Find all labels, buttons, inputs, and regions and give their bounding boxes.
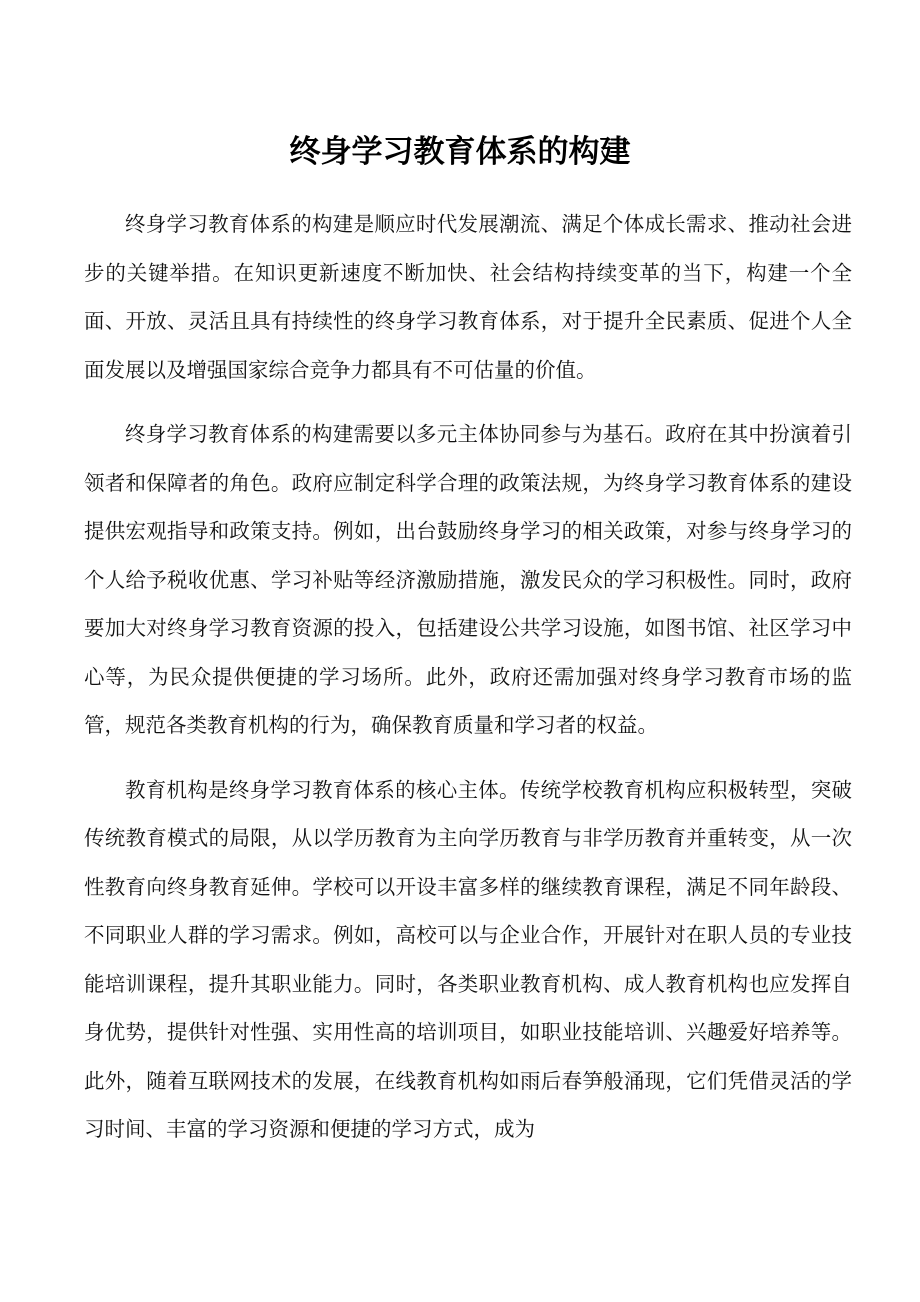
paragraph-2: 终身学习教育体系的构建需要以多元主体协同参与为基石。政府在其中扮演着引领者和保障者的角色。政府应制定科学合理的政策法规，为终身学习教育体系的建设提供宏观指导和政策支持。例如，出台鼓励终身学习的相关政策，对参与终身学习的个人给予税收优惠、学习补贴等经济激励措施，激发民众的学习积极性。同时，政府要加大对终身学习教育资源的投入，包括建设公共学习设施，如图书馆、社区学习中心等，为民众提供便捷的学习场所。此外，政府还需加强对终身学习教育市场的监管，规范各类教育机构的行为，确保教育质量和学习者的权益。: [84, 422, 852, 737]
paragraph-3: 教育机构是终身学习教育体系的核心主体。传统学校教育机构应积极转型，突破传统教育模式的局限，从以学历教育为主向学历教育与非学历教育并重转变，从一次性教育向终身教育延伸。学校可以开设丰富多样的继续教育课程，满足不同年龄段、不同职业人群的学习需求。例如，高校可以与企业合作，开展针对在职人员的专业技能培训课程，提升其职业能力。同时，各类职业教育机构、成人教育机构也应发挥自身优势，提供针对性强、实用性高的培训项目，如职业技能培训、兴趣爱好培养等。此外，随着互联网技术的发展，在线教育机构如雨后春笋般涌现，它们凭借灵活的学习时间、丰富的学习资源和便捷的学习方式，成为: [84, 777, 852, 1141]
paragraph-1: 终身学习教育体系的构建是顺应时代发展潮流、满足个体成长需求、推动社会进步的关键举措。在知识更新速度不断加快、社会结构持续变革的当下，构建一个全面、开放、灵活且具有持续性的终身学习教育体系，对于提升全民素质、促进个人全面发展以及增强国家综合竞争力都具有不可估量的价值。: [84, 212, 852, 382]
document-body: [84, 200, 852, 1170]
document-title: 终身学习教育体系的构建: [289, 134, 631, 170]
